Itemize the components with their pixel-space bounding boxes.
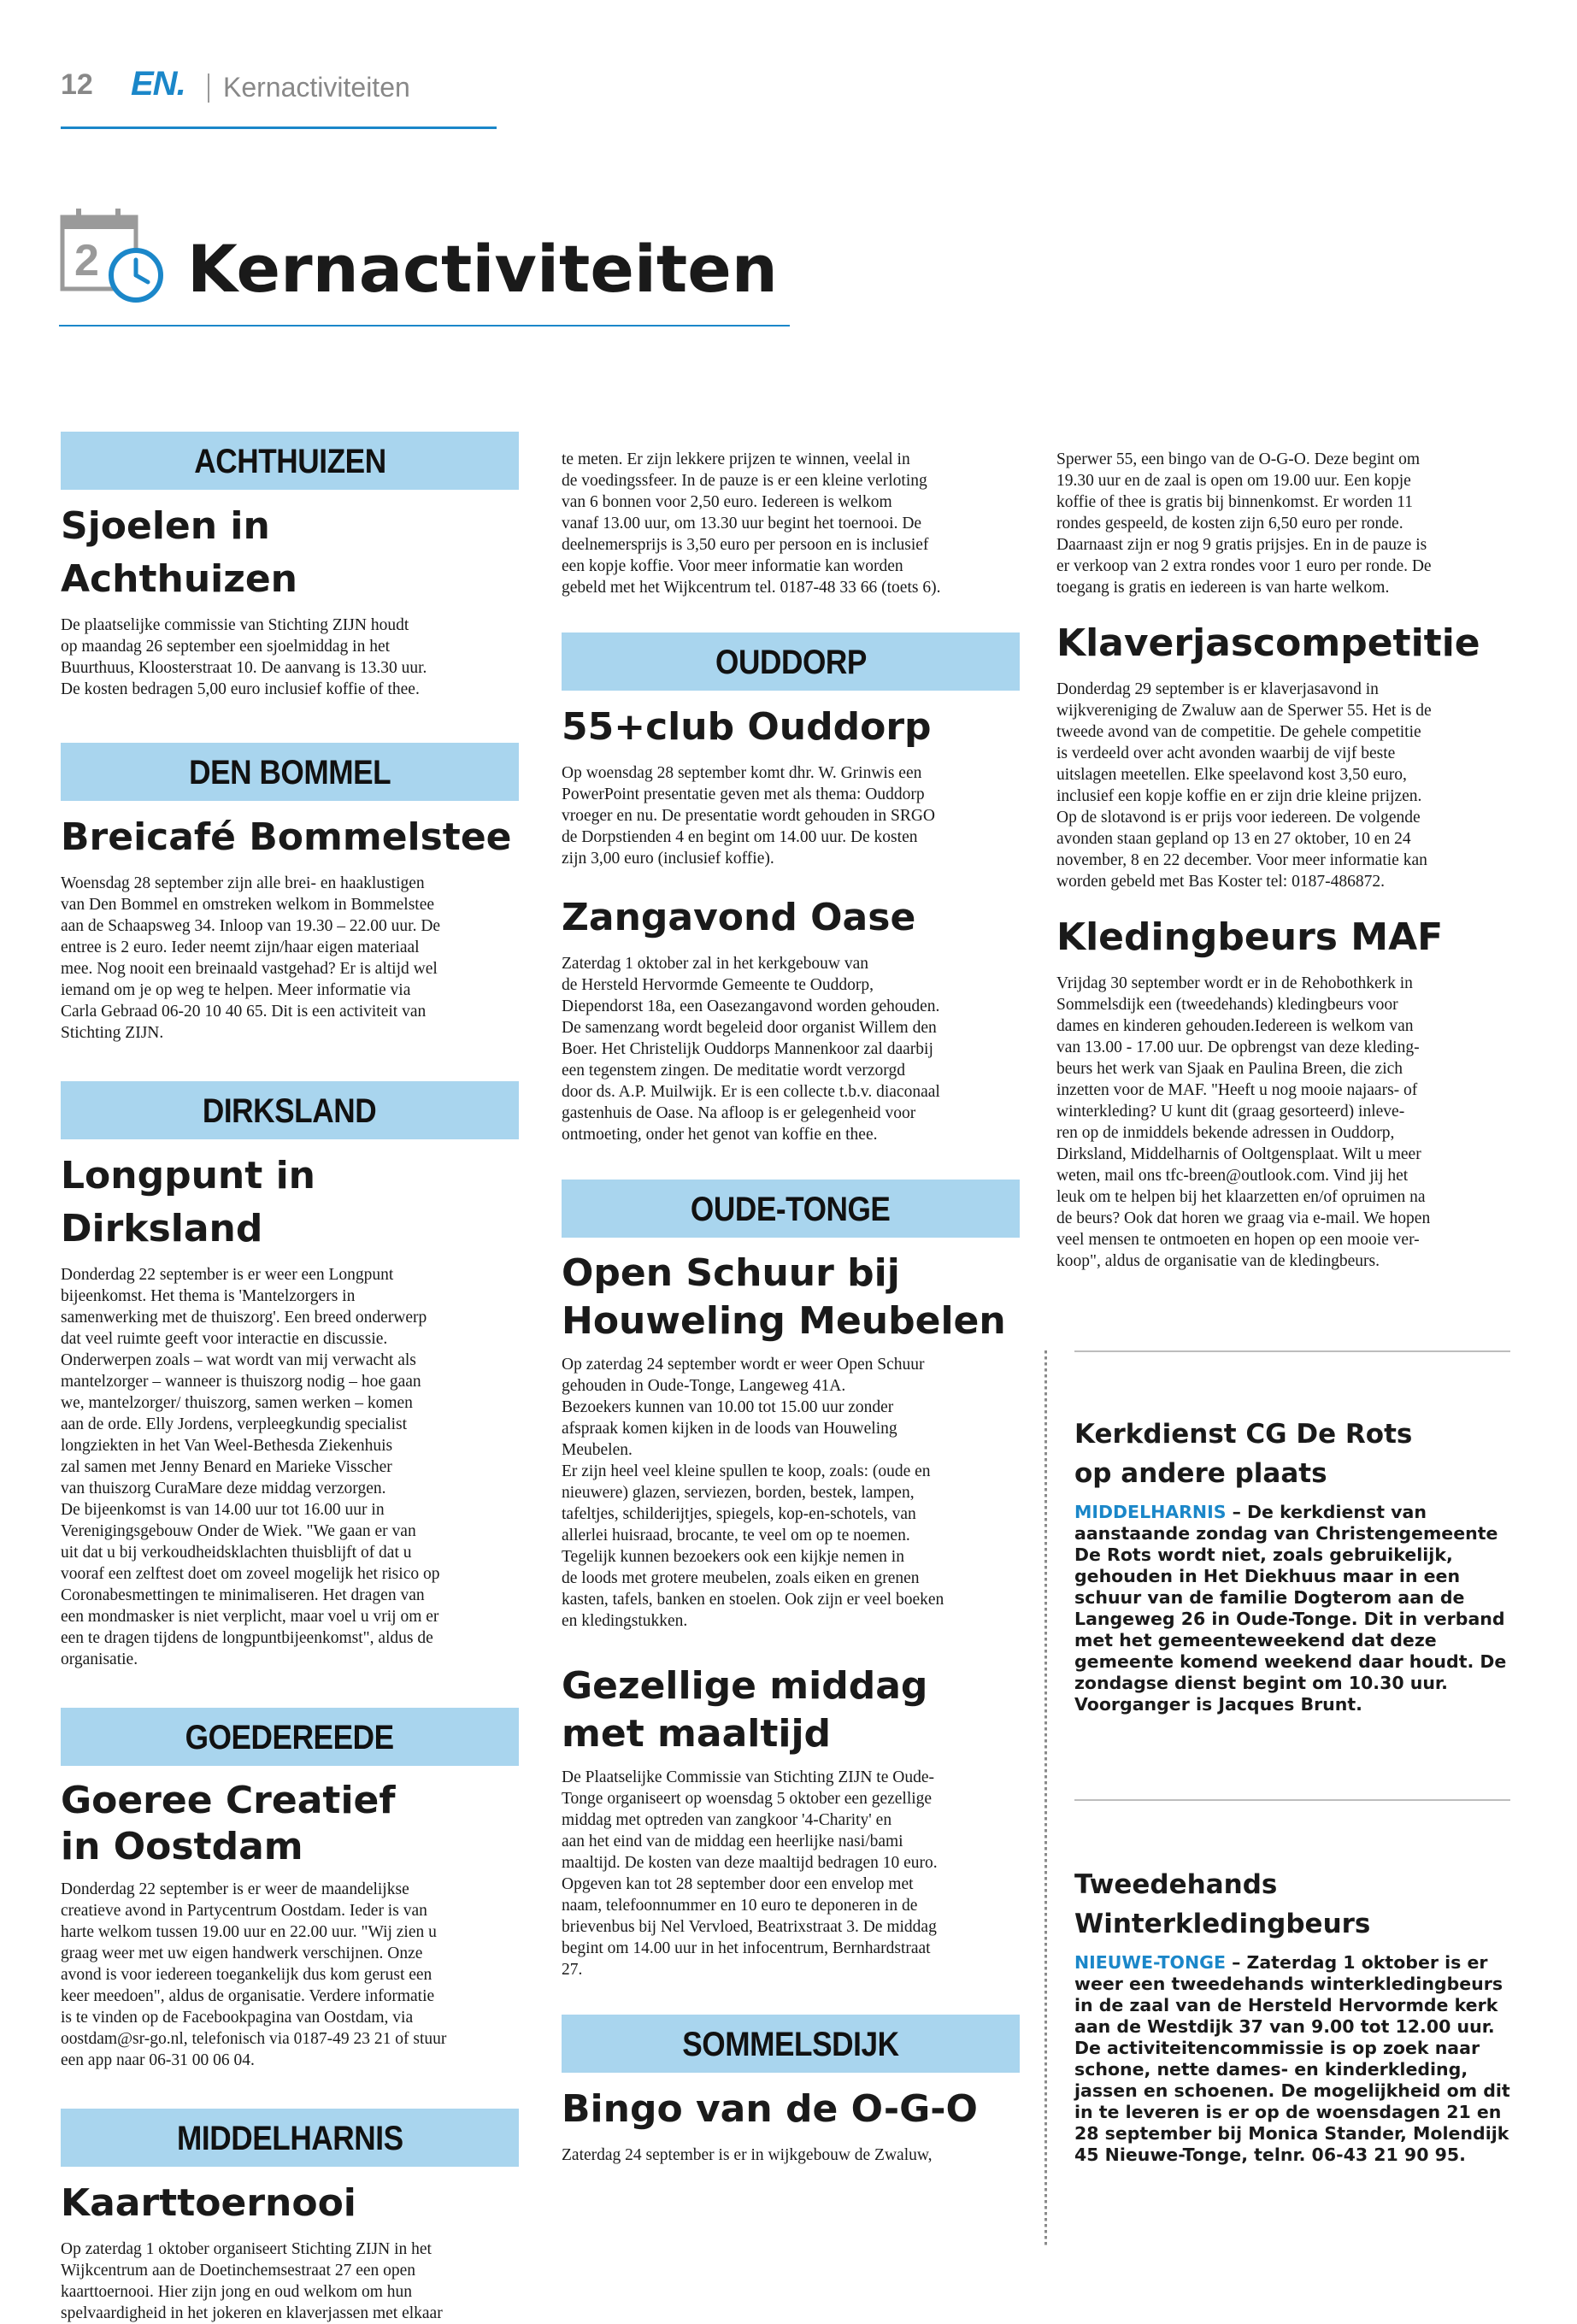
- notice-body: MIDDELHARNIS – De kerkdienst van aanstaande zondag van Christengemeente De Rots wordt niet, zoals gebruikelijk, gehouden in Het Diekhuus maar in een schuur van de familie Dogterom aan de Langeweg 26 in Oude-Tonge. Dit in verband met het gemeenteweekend dat deze gemeente komend weekend daar houdt. De zondagse dienst begint om 10.30 uur. Voorganger is Jacques Brunt.: [1074, 1502, 1507, 1715]
- title-block: [59, 205, 790, 329]
- notice-body: NIEUWE-TONGE – Zaterdag 1 oktober is er weer een tweedehands winterkledingbeurs in de zaal van de Hersteld Hervormde kerk aan de Westdijk 37 van 9.00 tot 12.00 uur. De activiteitencommissie is op zoek naar schone, nette dames- en kinderkleding, jassen en schoenen. De mogelijkheid om dit in te leveren is er op de woensdagen 21 en 28 september bij Monica Stander, Molendijk 45 Nieuwe-Tonge, telnr. 06-43 21 90 95.: [1074, 1952, 1510, 2165]
- column-1: [61, 432, 519, 2324]
- page-title: Kernactiviteiten: [187, 231, 778, 307]
- article-body-continued: te meten. Er zijn lekkere prijzen te winnen, veelal in de voedingssfeer. In de pauze is er een kleine verloting van 6 bonnen voor 2,50 euro. Iedereen is welkom vanaf 13.00 uur, om 13.30 uur begint het toernooi. De deelnemersprijs is 3,50 euro per persoon en is inclusief een kopje koffie. Voor meer informatie kan worden gebeld met het Wijkcentrum tel. 0187-48 33 66 (toets 6).: [562, 450, 941, 597]
- column-2: [562, 449, 1020, 2166]
- article-title: Longpunt in Dirksland: [61, 1154, 315, 1250]
- region-bar-ouddorp: OUDDORP: [562, 632, 1020, 691]
- notice-winterkledingbeurs: [1074, 1865, 1510, 2166]
- page-number: 12: [61, 68, 93, 101]
- calendar-number: 2: [74, 236, 99, 285]
- header-divider: [208, 74, 209, 103]
- article-body: Woensdag 28 september zijn alle brei- en haaklustigen van Den Bommel en omstreken welkom in Bommelstee aan de Schaapsweg 34. Inloop van 19.30 – 22.00 uur. De entree is 2 euro. Ieder neemt zijn/haar eigen materiaal mee. Nog nooit een breinaald vastgehad? Er is altijd wel iemand om je op weg te helpen. Meer informatie via Carla Gebraad 06-20 10 40 65. Dit is een activiteit van Stichting ZIJN.: [61, 874, 441, 1042]
- notice-place: MIDDELHARNIS: [1074, 1502, 1227, 1522]
- region-bar-goedereede: GOEDEREEDE: [61, 1708, 519, 1766]
- article-title: Open Schuur bij Houweling Meubelen: [562, 1251, 1006, 1343]
- notice-kerkdienst: [1074, 1415, 1510, 1715]
- article-body: Op zaterdag 24 september wordt er weer Open Schuur gehouden in Oude-Tonge, Langeweg 41A. Bezoekers kunnen van 10.00 tot 15.00 uur zonder afspraak komen kijken in de loods van Houweling Meubelen. Er zijn heel veel kleine spullen te koop, zoals: (oude en nieuwere) glazen, serviezen, borden, bestek, lampen, tafeltjes, schilderijtjes, spiegels, kop-en-schotels, van allerlei huisraad, brocante, te veel om op te noemen. Tegelijk kunnen bezoekers ook een kijkje nemen in de loods met grotere meubelen, zoals eiken en grenen kasten, tafels, banken en stoelen. Ook zijn er veel boeken en kledingstukken.: [562, 1356, 944, 1630]
- article-title: Sjoelen in Achthuizen: [61, 504, 297, 601]
- article-title: Kaarttoernooi: [61, 2181, 356, 2225]
- region-bar-achthuizen: ACHTHUIZEN: [61, 432, 519, 490]
- article-title: 55+club Ouddorp: [562, 705, 932, 749]
- article-title: Klaverjascompetitie: [1056, 621, 1480, 665]
- article-body: Vrijdag 30 september wordt er in de Rehobothkerk in Sommelsdijk een (tweedehands) kledingbeurs voor dames en kinderen gehouden.Iedereen is welkom van van 13.00 - 17.00 uur. De opbrengst van deze kleding- beurs het werk van Sjaak en Paulina Breen, die zich inzetten voor de MAF. "Heeft u nog mooie najaars- of winterkleding? U kunt dit (graag gesorteerd) inleve- ren op de inmiddels bekende adressen in Ouddorp, Dirksland, Middelharnis of Ooltgensplaat. Wilt u meer weten, mail ons tfc-breen@outlook.com. Vind jij het leuk om te helpen bij het klaarzetten en/of opruimen na de beurs? Ook dat horen we graag via e-mail. We hopen veel mensen te ontmoeten en hopen op een mooie ver- koop", aldus de organisatie van de kledingbeurs.: [1056, 974, 1431, 1270]
- section-label: Kernactiviteiten: [223, 72, 410, 103]
- article-title: Bingo van de O-G-O: [562, 2087, 978, 2131]
- article-title: Breicafé Bommelstee: [61, 815, 512, 859]
- notice-dotted-divider: [1044, 1350, 1047, 2248]
- header-rule: [61, 126, 497, 129]
- article-body: Op woensdag 28 september komt dhr. W. Grinwis een PowerPoint presentatie geven met als thema: Ouddorp vroeger en nu. De presentatie wordt gehouden in SRGO de Dorpstienden 4 en begint om 14.00 uur. De kosten zijn 3,00 euro (inclusief koffie).: [562, 764, 936, 868]
- notice-rule: [1074, 1799, 1510, 1801]
- notice-rule: [1074, 1350, 1510, 1352]
- column-3: [1056, 449, 1515, 1272]
- article-title: Gezellige middag met maaltijd: [562, 1664, 928, 1756]
- article-body: Op zaterdag 1 oktober organiseert Stichting ZIJN in het Wijkcentrum aan de Doetinchemsestraat 27 een open kaarttoernooi. Hier zijn jong en oud welkom om hun spelvaardigheid in het jokeren en klaverjassen met elkaar: [61, 2240, 443, 2322]
- article-title: Kledingbeurs MAF: [1056, 915, 1444, 959]
- region-bar-middelharnis: MIDDELHARNIS: [61, 2109, 519, 2167]
- article-body-continued: Sperwer 55, een bingo van de O-G-O. Deze begint om 19.30 uur en de zaal is open om 19.00 uur. Een kopje koffie of thee is gratis bij binnenkomst. Er worden 11 rondes gespeeld, de kosten zijn 6,50 euro per ronde. Daarnaast zijn er nog 9 gratis prijsjes. En in de pauze is er verkoop van 2 extra rondes voor 1 euro per ronde. De toegang is gratis en iedereen is van harte welkom.: [1056, 450, 1432, 597]
- article-body: Donderdag 22 september is er weer een Longpunt bijeenkomst. Het thema is 'Mantelzorgers in samenwerking met de thuiszorg'. Een breed onderwerp dat veel ruimte geeft voor interactie en discussie. Onderwerpen zoals – wat wordt van mij verwacht als mantelzorger – wanneer is thuiszorg nodig – hoe gaan we, mantelzorger/ thuiszorg, samen werken – komen aan de orde. Elly Jordens, verpleegkundig specialist longziekten in het Van Weel-Bethesda Ziekenhuis zal samen met Jenny Benard en Marieke Visscher van thuiszorg CuraMare deze middag verzorgen. De bijeenkomst is van 14.00 uur tot 16.00 uur in Verenigingsgebouw Onder de Wiek. "We gaan er van uit dat u bij verkoudheidsklachten thuisblijft of dat u vooraf een zelftest doet om zoveel mogelijk het risico op Coronabesmettingen te minimaliseren. Het dragen van een mondmasker is niet verplicht, maar voel u vrij om er een te dragen tijdens de longpuntbijeenkomst", aldus de organisatie.: [61, 1266, 440, 1668]
- page-header: [61, 65, 497, 130]
- article-body: De plaatselijke commissie van Stichting ZIJN houdt op maandag 26 september een sjoelmiddag in het Buurthuus, Kloosterstraat 10. De aanvang is 13.30 uur. De kosten bedragen 5,00 euro inclusief koffie of thee.: [61, 616, 427, 698]
- region-bar-oude-tonge: OUDE-TONGE: [562, 1180, 1020, 1238]
- article-body: Zaterdag 1 oktober zal in het kerkgebouw van de Hersteld Hervormde Gemeente te Ouddorp, Diependorst 18a, een Oasezangavond worden gehouden. De samenzang wordt begeleid door organist Willem den Boer. Het Christelijk Ouddorps Mannenkoor zal daarbij een tegenstem zingen. De meditatie wordt verzorgd door ds. A.P. Muilwijk. Er is een collecte t.b.v. diaconaal gastenhuis de Oase. Na afloop is er gelegenheid voor ontmoeting, onder het genot van koffie en thee.: [562, 955, 940, 1144]
- notice-title: Kerkdienst CG De Rots op andere plaats: [1074, 1419, 1413, 1489]
- title-rule: [59, 325, 790, 327]
- region-bar-sommelsdijk: SOMMELSDIJK: [562, 2015, 1020, 2073]
- calendar-clock-icon: [59, 205, 168, 308]
- article-body: Donderdag 29 september is er klaverjasavond in wijkvereniging de Zwaluw aan de Sperwer 55. Het is de tweede avond van de competitie. De gehele competitie is verdeeld over acht avonden waarbij de vijf beste uitslagen meetellen. Elke speelavond kost 3,50 euro, inclusief een kopje koffie en er zijn drie kleine prijzen. Op de slotavond is er prijs voor iedereen. De volgende avonden staan gepland op 13 en 27 oktober, 10 en 24 november, 8 en 22 december. Voor meer informatie kan worden gebeld met Bas Koster tel: 0187-486872.: [1056, 680, 1432, 891]
- brand-logo: EN.: [131, 65, 185, 103]
- article-body: Donderdag 22 september is er weer de maandelijkse creatieve avond in Partycentrum Oostdam. Ieder is van harte welkom tussen 19.00 uur en 22.00 uur. "Wij zien u graag weer met uw eigen handwerk verschijnen. Onze avond is voor iedereen toegankelijk dus kom gerust een keer meedoen", aldus de organisatie. Verdere informatie is te vinden op de Facebookpagina van Oostdam, via oostdam@sr-go.nl, telefonisch via 0187-49 23 21 of stuur een app naar 06-31 00 06 04.: [61, 1880, 447, 2069]
- article-body: Zaterdag 24 september is er in wijkgebouw de Zwaluw,: [562, 2146, 933, 2164]
- region-bar-dirksland: DIRKSLAND: [61, 1081, 519, 1139]
- article-title: Goeree Creatief in Oostdam: [61, 1779, 396, 1868]
- article-body: De Plaatselijke Commissie van Stichting ZIJN te Oude- Tonge organiseert op woensdag 5 oktober een gezellige middag met optreden van zangkoor '4-Charity' en aan het eind van de middag een heerlijke nasi/bami maaltijd. De kosten van deze maaltijd bedragen 10 euro. Opgeven kan tot 28 september door een envelop met naam, telefoonnummer en 10 euro te deponeren in de brievenbus bij Nel Vervloed, Beatrixstraat 3. De middag begint om 14.00 uur in het infocentrum, Bernhardstraat 27.: [562, 1768, 938, 1979]
- region-bar-den-bommel: DEN BOMMEL: [61, 743, 519, 801]
- notice-title: Tweedehands Winterkledingbeurs: [1074, 1869, 1371, 1939]
- article-title: Zangavond Oase: [562, 896, 916, 939]
- notice-place: NIEUWE-TONGE: [1074, 1952, 1226, 1973]
